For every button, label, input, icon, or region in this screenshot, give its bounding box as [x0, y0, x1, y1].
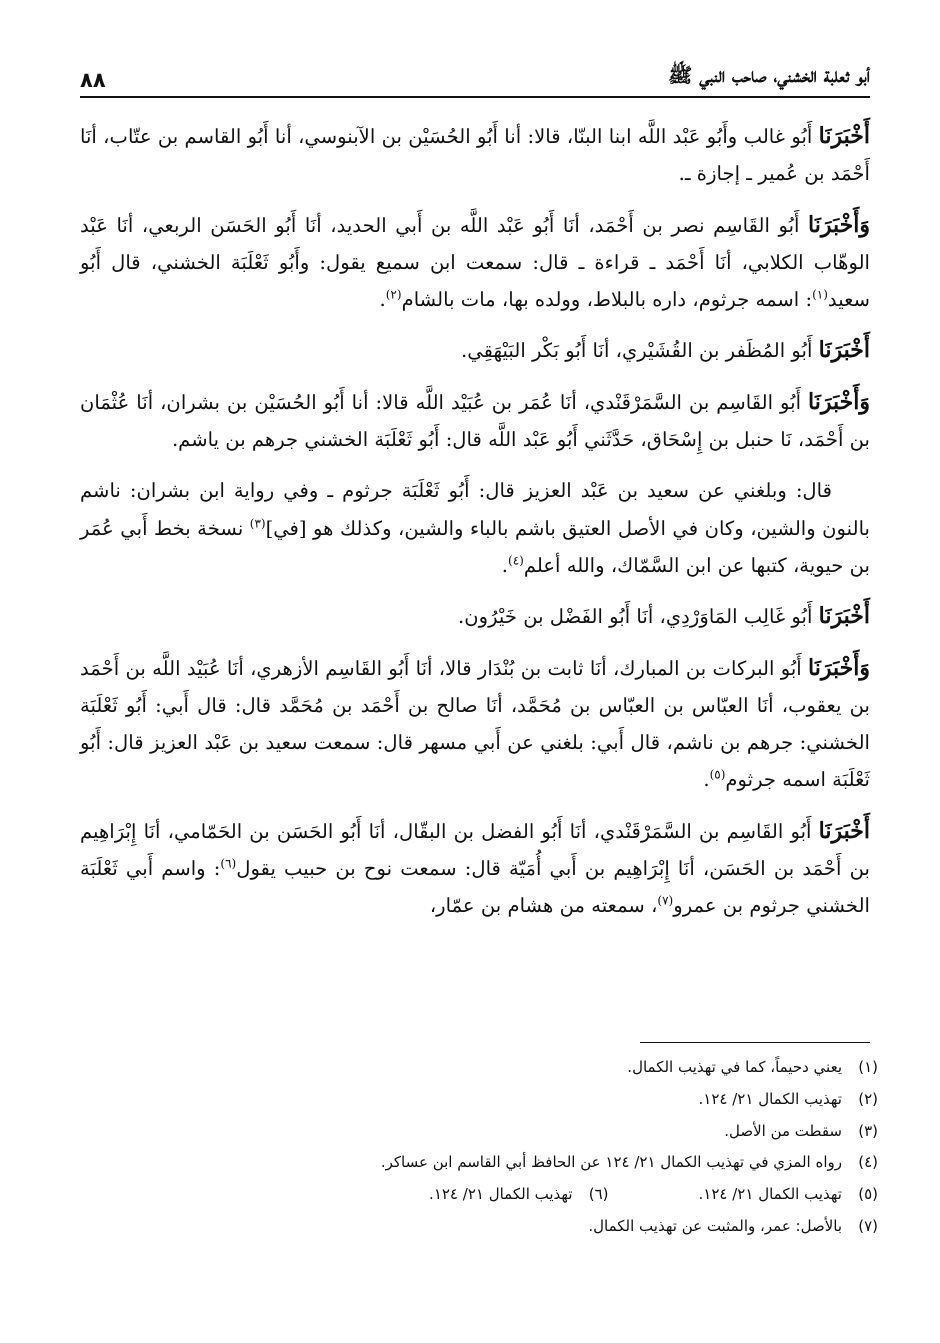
footnote-text: تهذيب الكمال ٢١/ ١٢٤.: [698, 1185, 842, 1204]
paragraph-keyword: أَخْبَرَنَا: [818, 123, 870, 149]
footnote: [80, 1147, 878, 1179]
footnote-ref: (١): [812, 287, 828, 302]
paragraph-text: أَبُو غالب وأَبُو عَبْد اللَّه ابنا البنّا، قالا: أنا أَبُو الحُسَيْن بن الآبنوسي، أنا أَبُو القاسم بن عتّاب، أنَا أَحْمَد بن عُمير ـ إجازة ـ.: [80, 125, 870, 186]
paragraph-text: ، سمعته من هشام بن عمّار،: [429, 894, 658, 918]
paragraph: [80, 118, 870, 193]
footnote: [80, 1052, 878, 1084]
header-title: أبو ثعلبة الخشني، صاحب النبي ﷺ: [668, 63, 870, 87]
paragraph-keyword: وَأَخْبَرَنَا: [808, 388, 870, 415]
paragraph-text: : واسم أَبي ثَعْلَبَة الخشني جرثوم بن عمرو: [80, 857, 870, 918]
paragraph-text: أَبُو المُظَفر بن القُشَيْري، أنَا أَبُو بَكْر البَيْهَقِي.: [461, 339, 819, 363]
footnote-number: (٢): [858, 1089, 878, 1108]
footnote-ref: (٤): [508, 553, 524, 568]
paragraph-keyword: وَأَخْبَرَنَا: [808, 654, 870, 681]
paragraph-keyword: أَخْبَرَنَا: [818, 817, 870, 844]
footnote-ref: (٧): [657, 893, 674, 908]
main-text: [80, 118, 870, 939]
paragraph-text: أَبُو البركات بن المبارك، أنَا ثابت بن بُنْدَار قالا، أنَا أَبُو القَاسِم الأزهري، أنَا عُبَيْد اللَّه بن أَحْمَد بن يعقوب، أنَا العبّاس بن العبّاس بن مُحَمَّد، أنَا صالح بن أَحْمَد بن مُحَمَّد قال: قال أَبي: أَبُو ثَعْلَبَة الخشني: جرهم بن ناشم، قال أَبي: بلغني عن أَبي مسهر قال: سمعت سعيد بن عَبْد العزيز قال: أَبُو ثَعْلَبَة اسمه جرثوم: [80, 656, 870, 792]
footnote-text: سقطت من الأصل.: [724, 1121, 842, 1140]
paragraph-text: أَبُو القَاسِم بن السَّمَرْقَنْدي، أنَا عُمَر بن عُبَيْد اللَّه قالا: أنا أَبُو الحُسَيْن بن بشران، أنَا عُثْمَان بن أَحْمَد، نَا حنبل بن إِسْحَاق، حَدَّثَني أَبُو عَبْد اللَّه قال: أَبُو ثَعْلَبَة الخشني جرهم بن ياشم.: [80, 390, 870, 452]
footnote-text: يعني دحيماً، كما في تهذيب الكمال.: [627, 1058, 842, 1076]
page-number: ٨٨: [80, 68, 106, 92]
footnote-ref: (٢): [385, 287, 402, 302]
footnote-spacer: [609, 1179, 699, 1211]
footnote-ref: (٦): [220, 856, 237, 871]
paragraph: [80, 650, 870, 799]
paragraph-keyword: أَخْبَرَنَا: [818, 603, 870, 630]
footnote-number: (٤): [858, 1153, 878, 1172]
footnote-text: رواه المزي في تهذيب الكمال ٢١/ ١٢٤ عن الحافظ أبي القاسم ابن عساكر.: [380, 1153, 842, 1172]
paragraph-text: .: [703, 768, 710, 792]
paragraph-keyword: وَأَخْبَرَنَا: [808, 211, 870, 238]
footnote-ref: (٣): [249, 516, 266, 531]
footnote-text: تهذيب الكمال ٢١/ ١٢٤.: [698, 1089, 842, 1108]
paragraph-text: أَبُو القَاسِم نصر بن أَحْمَد، أنَا أَبُو عَبْد اللَّه بن أَبي الحديد، أنَا أَبُو الحَسَن الربعي، أنَا عَبْد الوهّاب الكلابي، أنَا أَحْمَد ـ قراءة ـ قال: سمعت ابن سميع يقول: وأَبُو ثَعْلَبَة الخشني، قال أَبُو سعيد: [80, 213, 870, 312]
paragraph: [80, 207, 870, 319]
footnote-text: بالأصل: عمر، والمثبت عن تهذيب الكمال.: [588, 1216, 842, 1235]
paragraph-text: أَبُو غَالِب المَاوَرْدِي، أنَا أَبُو الفَضْل بن خَيْرُون.: [458, 605, 819, 629]
footnote: [80, 1179, 878, 1211]
paragraph: [80, 813, 870, 925]
paragraph: [80, 598, 870, 635]
paragraph: [80, 472, 870, 584]
paragraph: [80, 332, 870, 369]
paragraph-text: : اسمه جرثوم، داره بالبلاط، وولده بها، مات بالشام: [401, 288, 813, 312]
footnote-number: (٣): [858, 1121, 878, 1140]
footnote-text: تهذيب الكمال ٢١/ ١٢٤.: [429, 1185, 573, 1204]
footnote-number: (٦): [588, 1185, 609, 1204]
footnote: [80, 1116, 878, 1148]
footnote-ref: (٥): [709, 767, 726, 782]
paragraph-text: أَبُو القَاسِم بن السَّمَرْقَنْدي، أنَا أَبُو الفضل بن البقّال، أنَا أَبُو الحَسَن بن الحَمّامي، أنَا إِبْرَاهِيم بن أَحْمَد بن الحَسَن، أنَا إِبْرَاهِيم بن أَبي أُمَيّة قال: سمعت نوح بن حبيب يقول: [80, 819, 870, 881]
footnote: [80, 1084, 878, 1116]
paragraph-text: نسخة بخط أَبي عُمَر بن حيوية، كتبها عن ابن السَّمّاك، والله أعلم: [80, 516, 870, 577]
paragraph-text: قال: وبلغني عن سعيد بن عَبْد العزيز قال: أَبُو ثَعْلَبَة جرثوم ـ وفي رواية ابن بشران: ناشم بالنون والشين، وكان في الأصل العتيق باشم بالباء والشين، وكذلك هو [في]: [80, 479, 870, 540]
paragraph-text: .: [379, 288, 386, 312]
running-header: [80, 52, 870, 98]
footnote-number: (٥): [858, 1185, 878, 1204]
footnote-number: (٧): [858, 1216, 878, 1235]
footnote-number: (١): [858, 1058, 878, 1076]
footnotes: [80, 1052, 878, 1243]
footnote-divider: [640, 1042, 870, 1043]
footnote: [80, 1211, 878, 1243]
paragraph-keyword: أَخْبَرَنَا: [818, 337, 870, 364]
paragraph-text: .: [501, 553, 508, 577]
paragraph: [80, 384, 870, 459]
